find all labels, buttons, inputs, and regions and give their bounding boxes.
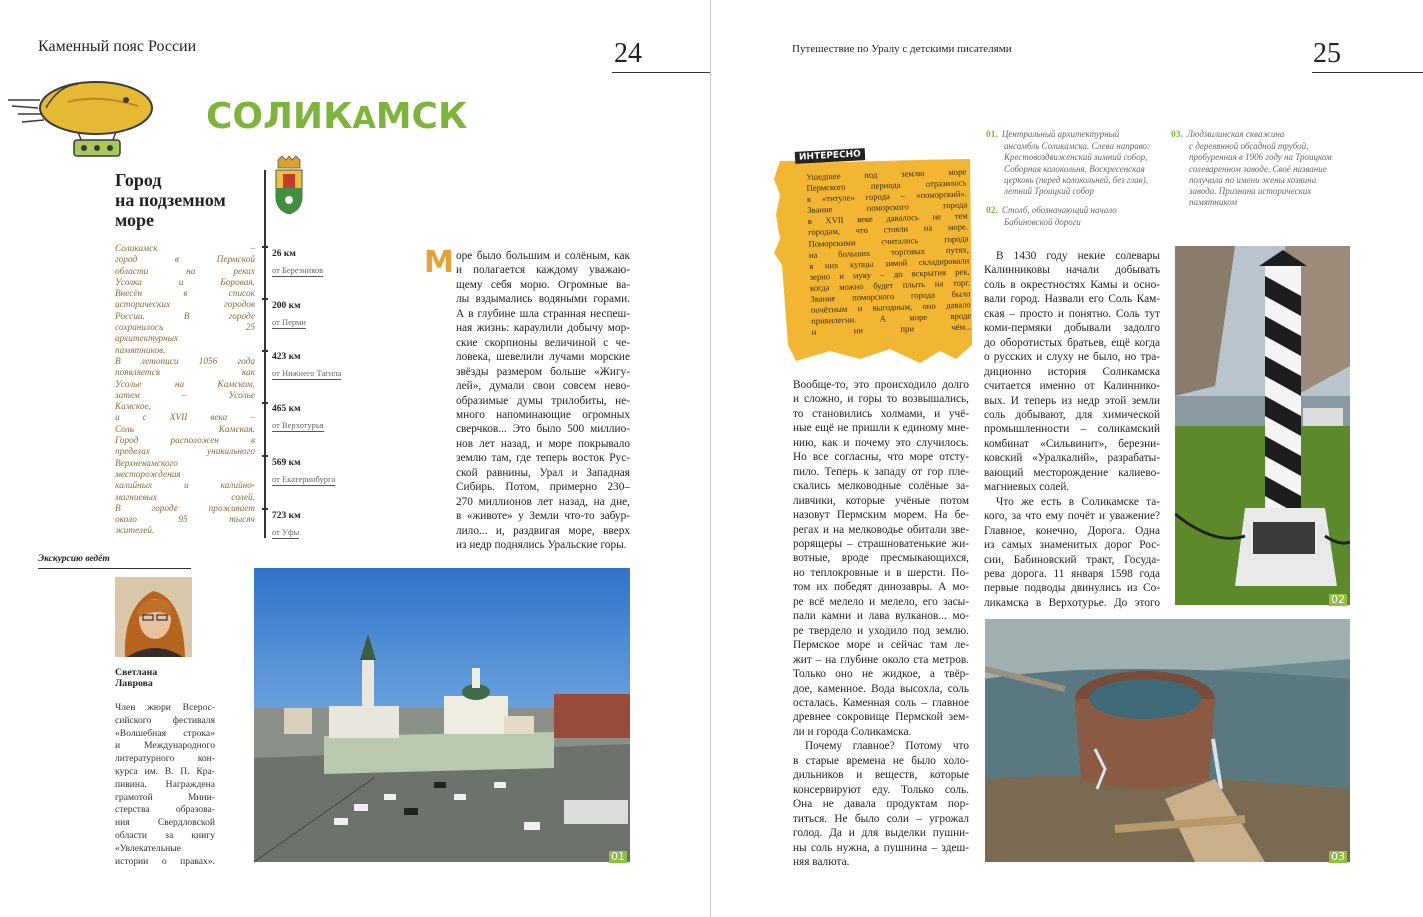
body-line: регах и на мелководье обитали зве- — [793, 523, 969, 536]
body-line: ловека, шевелили лучами морские — [456, 351, 630, 364]
caption-line: памятником — [1189, 197, 1238, 208]
caption-line: солеваренном заводе. Своё название — [1189, 163, 1327, 174]
left-running-head: Каменный пояс России — [38, 38, 197, 55]
body-line: Только оно не жидкое, а твёр- — [793, 668, 969, 681]
body-line: землю там, где теперь восток Рус- — [456, 452, 630, 465]
author-name-line: Лаврова — [115, 678, 153, 689]
drop-cap: М — [424, 245, 454, 280]
interesting-line: в них купцы зимой складировали — [809, 255, 970, 271]
distance-tick — [262, 402, 268, 404]
interesting-line: городам, что стояли на море. — [807, 221, 969, 238]
interesting-line: Ушедшее под землю море — [806, 166, 967, 182]
distance-from: от Березников — [272, 265, 324, 275]
distance-km: 465 км — [272, 404, 301, 414]
interesting-label: ИНТЕРЕСНО — [795, 148, 865, 164]
body-line: ликамска в Верхотурье. До этого — [984, 596, 1160, 609]
distance-item — [272, 249, 323, 278]
interesting-line: Звание поморского города было — [810, 288, 971, 304]
right-page-number: 25 — [1313, 38, 1341, 69]
right-article-column-1 — [793, 378, 969, 869]
photo-lyudmilinskaya-well — [985, 619, 1350, 862]
body-line: Вообще-то, это происходило долго — [793, 379, 969, 391]
photo-solikamsk-ensemble — [254, 568, 630, 862]
distance-km: 200 км — [272, 301, 301, 311]
bio-line: литературного кон- — [115, 753, 215, 765]
city-title-part-1: СОЛИ — [206, 96, 324, 137]
sidebar-line: Камское, — [115, 402, 151, 413]
distance-from: от Верхотурья — [272, 420, 324, 430]
coat-of-arms-icon — [274, 156, 304, 214]
sidebar-line: архитектурных — [115, 334, 179, 345]
caption-line: Столб, обозначающий начало — [1001, 205, 1117, 215]
body-line: соль в окрестностях Камы и осно- — [984, 278, 1160, 291]
distance-item — [272, 301, 306, 330]
body-line: 270 миллионов лет назад, на дне, — [456, 495, 630, 508]
caption-03 — [1171, 129, 1349, 208]
city-title-part-3: А — [352, 101, 376, 136]
body-line: промышленности – соликамский — [984, 423, 1160, 436]
caption-line: Крестовоздвиженский зимний собор, — [1004, 152, 1148, 163]
subtitle-line: на подземном — [115, 190, 226, 210]
caption-line: пробуренная в 1906 году на Троицком — [1189, 152, 1332, 163]
sidebar-line: появляется как — [115, 368, 255, 379]
sidebar-line: около 95 тысяч — [115, 515, 255, 526]
distance-km: 26 км — [272, 249, 296, 259]
interesting-line: Поморскими считались города — [808, 232, 969, 249]
sidebar-line: Соликамск – — [115, 244, 255, 254]
body-line: А в глубине шла странная неспеш- — [456, 307, 630, 320]
body-line: кого, за что ему почёт и уважение? — [984, 510, 1160, 523]
body-line: о русских и слуху не было, но тра- — [984, 351, 1160, 364]
guide-rule — [38, 568, 191, 569]
body-line: Почему главное? Потому что — [805, 740, 969, 753]
body-line: лей», думали свои совсем нево- — [456, 380, 630, 393]
distance-tick — [262, 350, 268, 352]
body-line: лы вздымались водяными горами. — [456, 293, 630, 306]
left-article-body — [456, 249, 630, 553]
body-line: жит – на глубине около ста метров. — [793, 653, 969, 666]
distance-item — [272, 458, 335, 487]
guide-label: Экскурсию ведёт — [38, 554, 110, 564]
caption-line: Центральный архитектурный — [1001, 129, 1120, 139]
body-line: щему себя морю. Огромные ва- — [456, 278, 630, 291]
bio-line: курса им. В. П. Кра- — [115, 765, 215, 777]
page-spread-divider — [710, 0, 711, 917]
caption-line: Бабиновской дороги — [1004, 217, 1081, 228]
body-line: рорящеры – страшноватенькие жи- — [793, 537, 969, 550]
body-line: скались мелководные солёные за- — [793, 480, 969, 493]
caption-line: ансамбль Соликамска. Слева направо: — [1004, 141, 1151, 152]
sidebar-line: России. В городе — [115, 311, 255, 322]
interesting-note-text — [806, 166, 972, 338]
distance-tick — [262, 508, 268, 510]
caption-line: церковь (перед колокольней, без глав), — [1004, 174, 1148, 185]
sidebar-line: жителей. — [115, 526, 155, 537]
caption-number: 02. — [986, 206, 998, 216]
body-line: ная жизнь: караулили добычу мор- — [456, 322, 630, 335]
body-line: ли и города Соликамска. — [793, 725, 912, 738]
sidebar-line: пределах уникального — [115, 447, 255, 458]
body-line: оре было большим и солёным, как — [456, 250, 630, 262]
body-line: магниевых солей. — [984, 481, 1070, 494]
caption-line: летний Троицкий собор — [1004, 186, 1095, 197]
sidebar-line: Усолка и Боровая. — [115, 277, 255, 288]
body-line: осталась. Каменная соль – главное — [793, 696, 969, 709]
body-line: вали город. Назвали его Соль Кам- — [984, 293, 1160, 306]
distance-km: 723 км — [272, 511, 301, 521]
sidebar-line: исторических городов — [115, 300, 255, 311]
body-line: рева дорога. 11 января 1598 года — [984, 567, 1160, 580]
distance-from: от Екатеринбурга — [272, 474, 336, 484]
city-info-sidebar — [115, 244, 255, 538]
bio-line: ния Свердловской — [115, 817, 215, 829]
body-line: вающий месторождение калиево- — [984, 466, 1160, 479]
body-line: дое, каменное. Вода высохла, соль — [793, 682, 969, 695]
body-line: ская – просто и понятно. Соль тут — [984, 307, 1160, 320]
body-line: лило... и, раздвигая море, вверх — [456, 524, 630, 537]
body-line: вых. И теперь из недр этой земли — [984, 394, 1160, 407]
bio-line: сийского фестиваля — [115, 714, 215, 726]
body-line: Она не давала продуктам пор- — [793, 798, 969, 811]
bio-line: «Увлекательные — [115, 842, 181, 854]
body-line: ливчики, которые учёные потом — [793, 494, 969, 507]
bio-line: пивина. Награждена — [115, 778, 215, 790]
body-line: сии, Бабиновский тракт, Госуда- — [984, 553, 1160, 566]
distance-item — [272, 404, 324, 433]
body-line: ны соль нужна, а пушнина – здеш- — [793, 841, 969, 854]
subtitle-line: Город — [115, 170, 162, 190]
bio-line: истории о правах». — [115, 855, 215, 867]
body-line: том их победят динозавры. А мо- — [793, 581, 969, 594]
bio-line: грамотой Мини- — [115, 791, 215, 803]
distance-tick — [262, 298, 268, 300]
body-line: много напоминающие огромных — [456, 408, 630, 421]
body-line: Калинниковы начали добывать — [984, 264, 1160, 277]
city-title-part-4: МСК — [375, 96, 468, 137]
airship-illustration — [8, 72, 158, 160]
sidebar-line: памятников. — [115, 345, 166, 356]
sidebar-line: Город расположен в — [115, 436, 255, 447]
body-line: пали камни и лава вулканов... мо- — [793, 610, 969, 623]
interesting-line: когда можно будет плыть на торг. — [809, 277, 971, 293]
interesting-line: Пермского периода отразилось — [806, 177, 967, 194]
bio-line: стерства образова- — [115, 804, 215, 816]
body-line: до оборотистых братьев, ещё когда — [984, 336, 1160, 349]
caption-number: 03. — [1171, 130, 1183, 140]
photo-number-01: 01 — [611, 850, 625, 863]
body-line: дильников и веществ, которые — [793, 769, 969, 782]
body-line: Что же есть в Соликамске та- — [996, 495, 1160, 508]
sidebar-line: Соль Камская. — [115, 424, 255, 435]
body-line: ской равнины, Урал и Западная — [456, 466, 630, 479]
body-line: Главное, конечно, Дорога. Одна — [984, 524, 1160, 537]
caption-line: получила по имени жены хозяина — [1189, 174, 1317, 185]
body-line: в «животе» у Земли что-то забур- — [456, 510, 630, 523]
body-line: диционно история Соликамска — [984, 365, 1160, 378]
sidebar-line: В летописи 1056 года — [115, 356, 255, 367]
body-line: в старые времена не было холо- — [793, 754, 969, 767]
sidebar-line: калийных и калийно- — [115, 481, 255, 492]
subtitle-line: море — [115, 210, 155, 230]
interesting-line: на больших торговых путях, — [808, 244, 969, 260]
sidebar-line: области на реках — [115, 266, 255, 277]
distance-tick — [262, 455, 268, 457]
body-line: В 1430 году некие солевары — [996, 250, 1160, 262]
city-title — [206, 96, 467, 137]
distance-from: от Уфы — [272, 527, 300, 537]
interesting-line: привилегии. А море вроде — [811, 310, 972, 327]
body-line: образимые думы трилобиты, не- — [456, 394, 630, 407]
sidebar-line: Усолье на Камском, — [115, 379, 255, 390]
distance-item — [272, 511, 301, 540]
caption-01 — [986, 129, 1164, 197]
body-line: комбинат «Сильвинит», березни- — [984, 437, 1160, 450]
caption-line: Соборная колокольня, Воскресенская — [1004, 163, 1145, 174]
photo-number-03: 03 — [1331, 850, 1345, 863]
caption-line: с деревянной обсадной трубой, — [1189, 141, 1309, 152]
body-line: титься. Не было соли – угрожал — [793, 812, 969, 825]
caption-number: 01. — [986, 130, 998, 140]
photo-number-02: 02 — [1331, 593, 1345, 606]
body-line: нов лет назад, и море покрывало — [456, 437, 630, 450]
body-line: ре всё мелело и мелело, его засы- — [793, 595, 969, 608]
caption-line: завода. Признана исторических — [1189, 186, 1312, 197]
interesting-line: зерно и муку – до вскрытия рек, — [809, 266, 970, 282]
body-line: голод. Да и для выделки пушни- — [793, 827, 969, 840]
body-line: из недр поднялись Уральские горы. — [456, 539, 627, 552]
body-line: ные ещё не пришли к единому мне- — [793, 422, 969, 435]
body-line: консервируют еду. Только соль. — [793, 783, 969, 796]
body-line: звёзды размером больше «Жигу- — [456, 365, 630, 378]
body-line: ковский «Уралкалий», разрабаты- — [984, 452, 1160, 465]
article-subtitle — [115, 170, 226, 230]
body-line: из самых знаменитых дорог Рос- — [984, 539, 1160, 552]
sidebar-line: затем – Усолье — [115, 390, 255, 401]
body-line: соль добывают, для химической — [984, 408, 1160, 421]
body-line: но теплокровные и в шерсти. По- — [793, 566, 969, 579]
right-running-head: Путешествие по Уралу с детскими писателями — [792, 43, 1012, 55]
bio-line: области за книгу — [115, 829, 215, 841]
body-line: няя валюта. — [793, 855, 850, 868]
sidebar-line: Верхнекамского — [115, 458, 178, 469]
body-line: назовут Пермским морем. На бе- — [793, 509, 969, 522]
author-name-line: Светлана — [115, 667, 158, 678]
interesting-line: почётным и выгодным, оно давало — [810, 299, 971, 316]
body-line: считается именно от Калиннико- — [984, 380, 1160, 393]
distance-from: от Нижнего Тагила — [272, 368, 342, 378]
bio-line: и Международного — [115, 740, 215, 752]
distance-km: 569 км — [272, 458, 301, 468]
body-line: и сложно, и горы то возвышались, — [793, 393, 969, 406]
author-bio — [115, 702, 215, 868]
body-line: нию, как и почему это случилось. — [793, 436, 969, 449]
distance-tick — [262, 246, 268, 248]
distance-km: 423 км — [272, 352, 301, 362]
sidebar-line: и с XVII века – — [115, 413, 255, 424]
sidebar-line: город в Пермской — [115, 255, 255, 266]
body-line: ские скорпионы величиной с че- — [456, 336, 630, 349]
right-article-column-2 — [984, 249, 1160, 610]
body-line: первые подводы двинулись из Со- — [984, 582, 1160, 595]
author-name — [115, 667, 157, 689]
body-line: сверчков... Это было 500 миллио- — [456, 423, 630, 436]
right-page-number-rule — [1312, 72, 1423, 73]
distance-item — [272, 352, 341, 381]
sidebar-line: сохранилось 25 — [115, 323, 255, 334]
caption-line: Людмилинская скважина — [1186, 129, 1285, 139]
sidebar-line: В городе проживает — [115, 503, 255, 514]
body-line: Сибирь. Потом, примерно 230– — [456, 481, 630, 494]
interesting-line: в «титуле» города – «поморский». — [806, 188, 968, 205]
body-line: вотные, вроде пресмыкающихся, — [793, 552, 969, 565]
interesting-line: и ни при чём... — [811, 321, 972, 338]
left-page-number-rule — [612, 72, 710, 73]
distance-scale-line — [264, 170, 266, 538]
photo-babinov-road-post — [1175, 246, 1350, 605]
bio-line: Член жюри Всерос- — [115, 702, 215, 713]
body-line: пило. Теперь к западу от гор пле- — [793, 465, 969, 478]
body-line: коми-пермяки добывали задолго — [984, 322, 1160, 335]
sidebar-line: Внесён в список — [115, 289, 255, 300]
bio-line: «Волшебная строка» — [115, 727, 215, 739]
interesting-line: в XVII веке давалось не тем — [807, 210, 968, 227]
body-line: Пермское море и сейчас там ле- — [793, 639, 969, 652]
body-line: и полагается каждому уважаю- — [456, 264, 630, 277]
city-title-part-2: К — [323, 96, 353, 137]
left-page-number: 24 — [614, 38, 642, 69]
distance-from: от Перми — [272, 317, 306, 327]
body-line: древнее сокровище Пермской зем- — [793, 711, 969, 724]
interesting-line: Звание поморского города — [807, 199, 968, 216]
body-line: то становились холмами, и учё- — [793, 407, 969, 420]
body-line: ре твердело и уходило под землю. — [793, 624, 969, 637]
sidebar-line: месторождения — [115, 469, 181, 480]
author-photo — [115, 577, 192, 657]
sidebar-line: магниевых солей. — [115, 492, 255, 503]
body-line: Но все согласны, что море отсту- — [793, 451, 969, 464]
caption-02 — [986, 205, 1164, 228]
